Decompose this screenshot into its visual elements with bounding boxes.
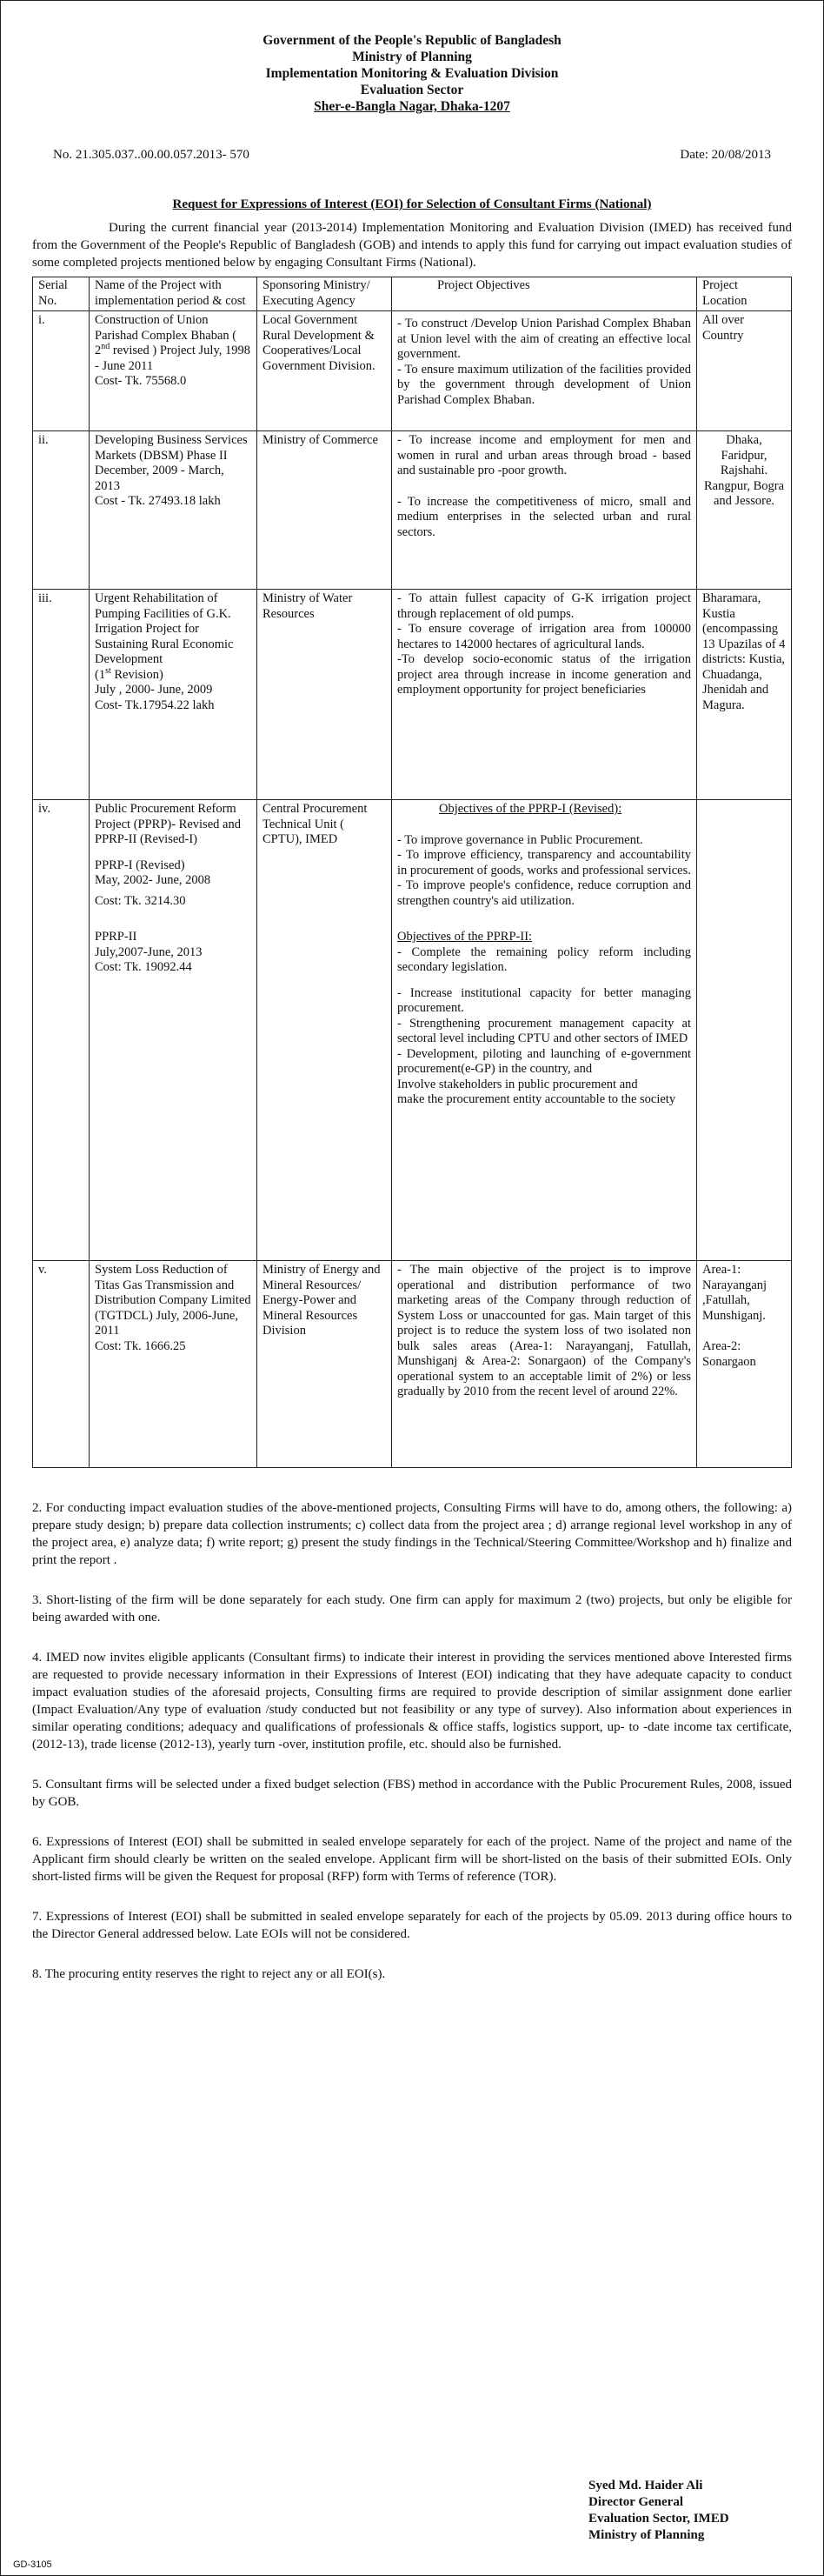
project-name: Construction of Union Parishad Complex Bhaban ( 2nd revised ) Project July, 1998 - June 2011 <box>95 313 251 373</box>
signatory-title: Director General <box>588 2495 683 2509</box>
objective-item: -To develop socio-economic status of the irrigation project area through increase in income generation and employment opportunity for project beneficiaries <box>397 652 691 697</box>
project-cost: Cost- Tk. 75568.0 <box>95 374 187 388</box>
sector-name: Evaluation Sector <box>360 83 464 97</box>
objective-item: make the procurement entity accountable to the society <box>397 1092 676 1106</box>
paragraph-7: 7. Expressions of Interest (EOI) shall be submitted in sealed envelope separately for each of the projects by 05.09. 2013 during office hours to the Director General addressed below. Late EOIs will not be considered. <box>32 1910 792 1941</box>
cell-sponsor: Central Procurement Technical Unit ( CPTU), IMED <box>257 800 392 1261</box>
project-cost: Cost: Tk. 1666.25 <box>95 1338 186 1353</box>
cell-project-name <box>90 311 257 431</box>
cell-serial: iv. <box>33 800 90 1261</box>
col-header-serial: Serial No. <box>33 277 90 311</box>
paragraph-6: 6. Expressions of Interest (EOI) shall be submitted in sealed envelope separately for each of the project. Name of the project and name of the Applicant firm should clearly be written on the sealed envelope. Applicant firm will be short-listed on the basis of their submitted EOIs. Only short-listed firms will be given the Request for proposal (RFP) form with Terms of reference (TOR). <box>32 1835 792 1884</box>
signatory-ministry: Ministry of Planning <box>588 2528 705 2542</box>
paragraph-8: 8. The procuring entity reserves the right to reject any or all EOI(s). <box>32 1967 386 1981</box>
cell-objectives <box>392 311 697 431</box>
sub-project-cost: Cost: Tk. 3214.30 <box>95 893 186 908</box>
objective-item: - Complete the remaining policy reform including secondary legislation. <box>397 944 691 974</box>
cell-project-name <box>90 1261 257 1468</box>
intro-paragraph: During the current financial year (2013-2014) Implementation Monitoring and Evaluation Division (IMED) has received fund from the Government of the People's Republic of Bangladesh (GOB) and intends to apply this fund for carrying out impact evaluation studies of some completed projects mentioned below by engaging Consultant Firms (National). <box>32 221 792 270</box>
objective-item: - Increase institutional capacity for better managing procurement. <box>397 985 691 1015</box>
project-name: Public Procurement Reform Project (PPRP)- Revised and PPRP-II (Revised-I) <box>95 802 241 846</box>
objective-item: - To improve efficiency, transparency and accountability in procurement of goods, works and professional services. <box>397 848 691 878</box>
col-header-name: Name of the Project with implementation period & cost <box>90 277 257 311</box>
table-row <box>33 311 792 431</box>
objective-item: - To improve people's confidence, reduce corruption and strengthen country's aid utilization. <box>397 878 691 908</box>
col-header-location: Project Location <box>697 277 792 311</box>
cell-location: All over Country <box>697 311 792 431</box>
sub-project-title: PPRP-II <box>95 930 137 944</box>
signatory-name: Syed Md. Haider Ali <box>588 2479 703 2493</box>
project-cost: Cost - Tk. 27493.18 lakh <box>95 494 221 508</box>
col-header-objectives: Project Objectives <box>392 277 697 311</box>
cell-serial: i. <box>33 311 90 431</box>
project-name: System Loss Reduction of Titas Gas Transmission and Distribution Company Limited (TGTDCL) July, 2006-June, 2011 <box>95 1263 251 1338</box>
government-name: Government of the People's Republic of Bangladesh <box>262 33 562 48</box>
col-header-sponsor: Sponsoring Ministry/ Executing Agency <box>257 277 392 311</box>
subject-heading: Request for Expressions of Interest (EOI) for Selection of Consultant Firms (National) <box>172 197 652 211</box>
reference-number: No. 21.305.037..00.00.057.2013- 570 <box>53 148 249 162</box>
paragraph-5: 5. Consultant firms will be selected under a fixed budget selection (FBS) method in accordance with the Public Procurement Rules, 2008, issued by GOB. <box>32 1778 792 1809</box>
issue-date: Date: 20/08/2013 <box>680 148 771 162</box>
table-row <box>33 590 792 800</box>
project-name: Urgent Rehabilitation of Pumping Facilities of G.K. Irrigation Project for Sustaining Rural Economic Development <box>95 591 234 666</box>
projects-table <box>32 277 792 1468</box>
location-area-1: Area-1: Narayanganj ,Fatullah, Munshiganj. <box>702 1263 768 1323</box>
objective-item: - The main objective of the project is to improve operational and distribution performance of two marketing areas of the Company through reduction of System Loss or unaccounted for gas. Main target of this project is to reduce the system loss of two isolated non bulk sales areas (Area-1: Narayanganj, Fatullah, Munshiganj & Area-2: Sonargaon) of the Company's operational system to an acceptable limit of 2%) or less gradually by 2010 from the recent level of around 22%. <box>397 1263 691 1398</box>
cell-objectives <box>392 800 697 1261</box>
cell-project-name <box>90 800 257 1261</box>
cell-location: Dhaka, Faridpur, Rajshahi. Rangpur, Bogra and Jessore. <box>697 431 792 590</box>
objectives-heading: Objectives of the PPRP-II: <box>397 930 533 944</box>
cell-serial: ii. <box>33 431 90 590</box>
signatory-sector: Evaluation Sector, IMED <box>588 2512 729 2526</box>
objective-item: Involve stakeholders in public procurement and <box>397 1077 638 1091</box>
office-address: Sher-e-Bangla Nagar, Dhaka-1207 <box>314 99 510 114</box>
objective-item: - To construct /Develop Union Parishad Complex Bhaban at Union level with the aim of creating an effective local government. <box>397 317 691 361</box>
cell-location: Bharamara, Kustia (encompassing 13 Upazilas of 4 districts: Kustia, Chuadanga, Jhenidah and Magura. <box>697 590 792 800</box>
cell-sponsor: Ministry of Commerce <box>257 431 392 590</box>
reference-line <box>53 148 771 163</box>
cell-serial: v. <box>33 1261 90 1468</box>
objective-item: - Strengthening procurement management capacity at sectoral level including CPTU and other sectors of IMED <box>397 1016 691 1045</box>
location-area-2: Area-2: Sonargaon <box>702 1339 756 1369</box>
objectives-heading: Objectives of the PPRP-I (Revised): <box>439 802 622 816</box>
project-revision: (1st Revision) <box>95 665 163 682</box>
cell-sponsor: Local Government Rural Development & Cooperatives/Local Government Division. <box>257 311 392 431</box>
ministry-name: Ministry of Planning <box>352 50 472 64</box>
objective-item: - To increase the competitiveness of micro, small and medium enterprises in the selected urban and rural sectors. <box>397 494 691 539</box>
cell-objectives <box>392 1261 697 1468</box>
objective-item: - Development, piloting and launching of e-government procurement(e-GP) in the country, and <box>397 1046 691 1076</box>
division-name: Implementation Monitoring & Evaluation Division <box>265 66 559 81</box>
sub-project-period: July,2007-June, 2013 <box>95 944 203 959</box>
sub-project-cost: Cost: Tk. 19092.44 <box>95 960 192 974</box>
project-name: Developing Business Services Markets (DBSM) Phase II December, 2009 - March, 2013 <box>95 433 248 493</box>
cell-project-name <box>90 590 257 800</box>
footer-code: GD-3105 <box>13 2559 52 2570</box>
cell-project-name <box>90 431 257 590</box>
cell-sponsor: Ministry of Energy and Mineral Resources/ Energy-Power and Mineral Resources Division <box>257 1261 392 1468</box>
cell-location <box>697 1261 792 1468</box>
cell-serial: iii. <box>33 590 90 800</box>
sub-project-period: May, 2002- June, 2008 <box>95 873 211 887</box>
cell-location <box>697 800 792 1261</box>
project-cost: Cost- Tk.17954.22 lakh <box>95 697 215 712</box>
sub-project-title: PPRP-I (Revised) <box>95 858 185 872</box>
objective-item: - To improve governance in Public Procurement. <box>397 832 643 847</box>
table-row <box>33 800 792 1261</box>
project-period: July , 2000- June, 2009 <box>95 683 213 697</box>
paragraph-2: 2. For conducting impact evaluation studies of the above-mentioned projects, Consulting Firms will have to do, among others, the following: a) prepare study design; b) prepare data collection instruments; c) collect data from the project area ; d) arrange regional level workshop in any of the project area, e) analyze data; f) write report; g) present the study findings in the Technical/Steering Committee/Workshop and h) finalize and print the report . <box>32 1501 792 1567</box>
letterhead <box>32 32 792 115</box>
cell-objectives <box>392 590 697 800</box>
signature-block <box>588 2478 729 2544</box>
table-header-row <box>33 277 792 311</box>
objective-item: - To attain fullest capacity of G-K irrigation project through replacement of old pumps. <box>397 591 691 621</box>
cell-sponsor: Ministry of Water Resources <box>257 590 392 800</box>
objective-item: - To ensure maximum utilization of the facilities provided by the government through development of Union Parishad Complex Bhaban. <box>397 362 691 407</box>
objective-item: - To increase income and employment for men and women in rural and urban areas through broad - based and sustainable pro -poor growth. <box>397 433 691 477</box>
paragraph-4: 4. IMED now invites eligible applicants (Consultant firms) to indicate their interest in providing the services mentioned above Interested firms are requested to provide necessary information in their Expressions of Interest (EOI) indicating that they have adequate capacity to conduct impact evaluation studies of the aforesaid projects, Consulting firms are required to provide description of similar assignment done earlier (Impact Evaluation/Any type of evaluation /study conducted but not feasibility or any type of survey). Also information about experiences in similar operating conditions; adequacy and qualifications of professionals & office staffs, logistics support, up- to -date income tax certificate, (2012-13), trade license (2012-13), yearly turn -over, institution profile, etc. should also be furnished. <box>32 1651 792 1752</box>
objective-item: - To ensure coverage of irrigation area from 100000 hectares to 142000 hectares of agricultural lands. <box>397 622 691 651</box>
table-row <box>33 431 792 590</box>
table-row <box>33 1261 792 1468</box>
paragraph-3: 3. Short-listing of the firm will be done separately for each study. One firm can apply for maximum 2 (two) projects, but only be eligible for being awarded with one. <box>32 1593 792 1625</box>
cell-objectives <box>392 431 697 590</box>
